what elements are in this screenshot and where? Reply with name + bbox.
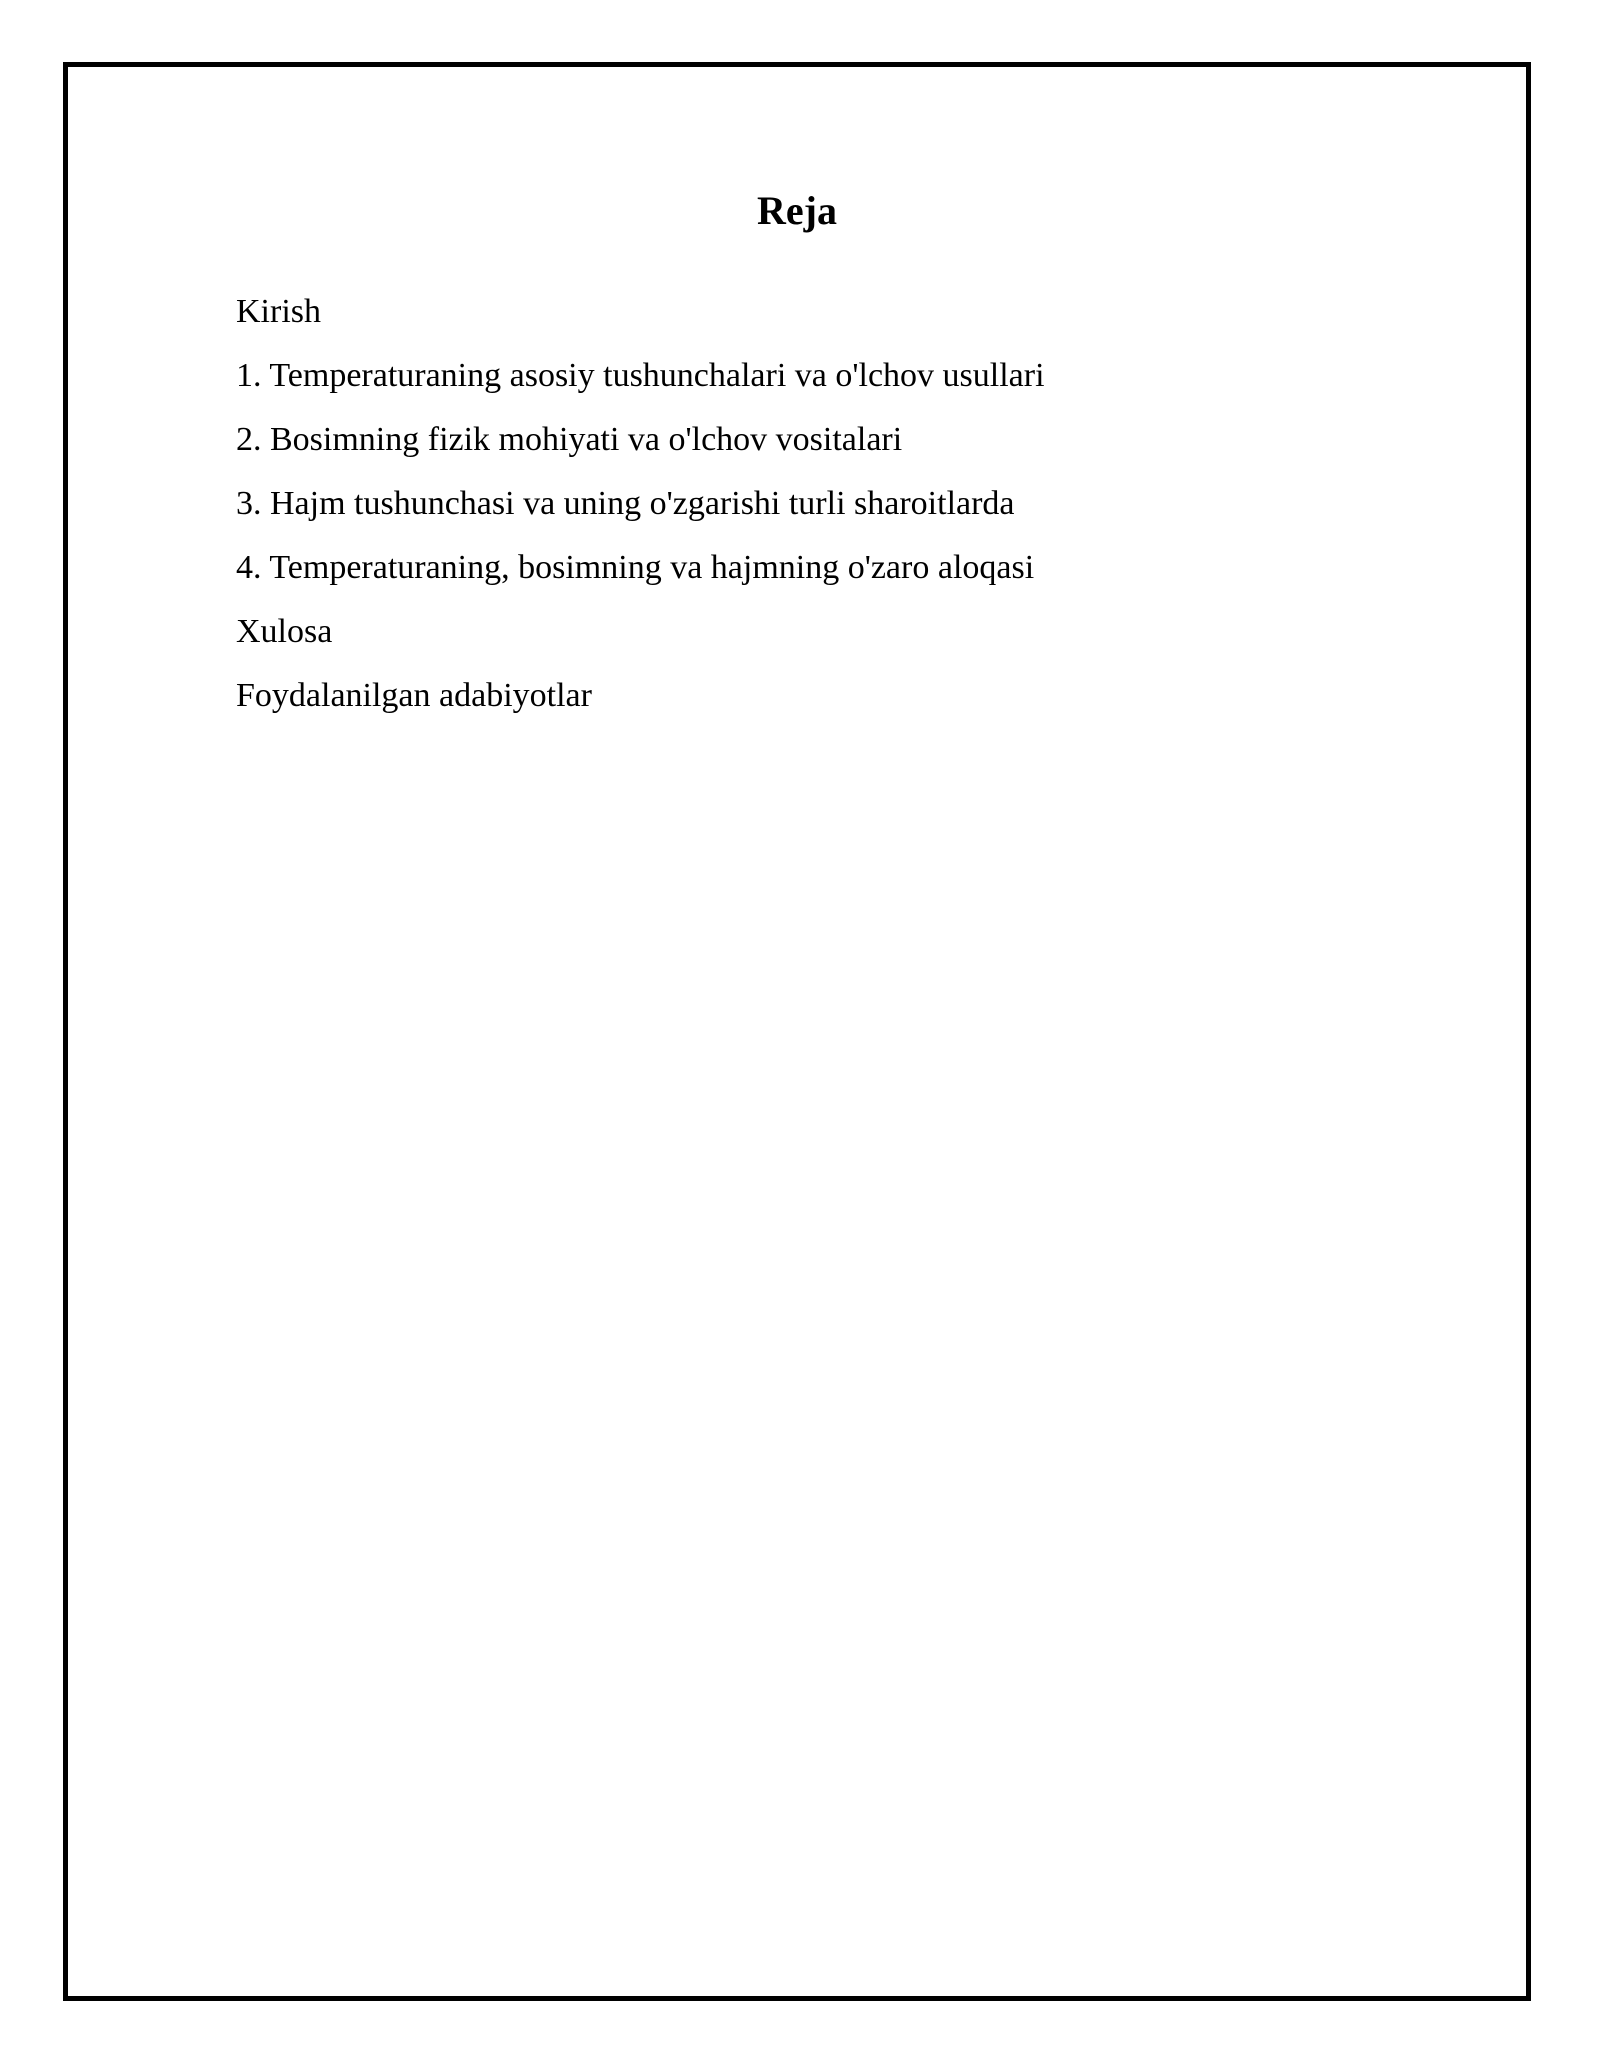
plan-item-2: 2. Bosimning fizik mohiyati va o'lchov vositalari (236, 421, 903, 458)
page-title: Reja (757, 188, 837, 233)
plan-list (236, 292, 1045, 740)
plan-item-conclusion: Xulosa (236, 613, 333, 650)
plan-item-4: 4. Temperaturaning, bosimning va hajmning o'zaro aloqasi (236, 549, 1035, 586)
plan-item-references: Foydalanilgan adabiyotlar (236, 677, 592, 714)
plan-item-1: 1. Temperaturaning asosiy tushunchalari va o'lchov usullari (236, 357, 1045, 394)
page-border-frame (63, 62, 1531, 2001)
plan-item-3: 3. Hajm tushunchasi va uning o'zgarishi turli sharoitlarda (236, 485, 1015, 522)
plan-item-introduction: Kirish (236, 293, 321, 330)
